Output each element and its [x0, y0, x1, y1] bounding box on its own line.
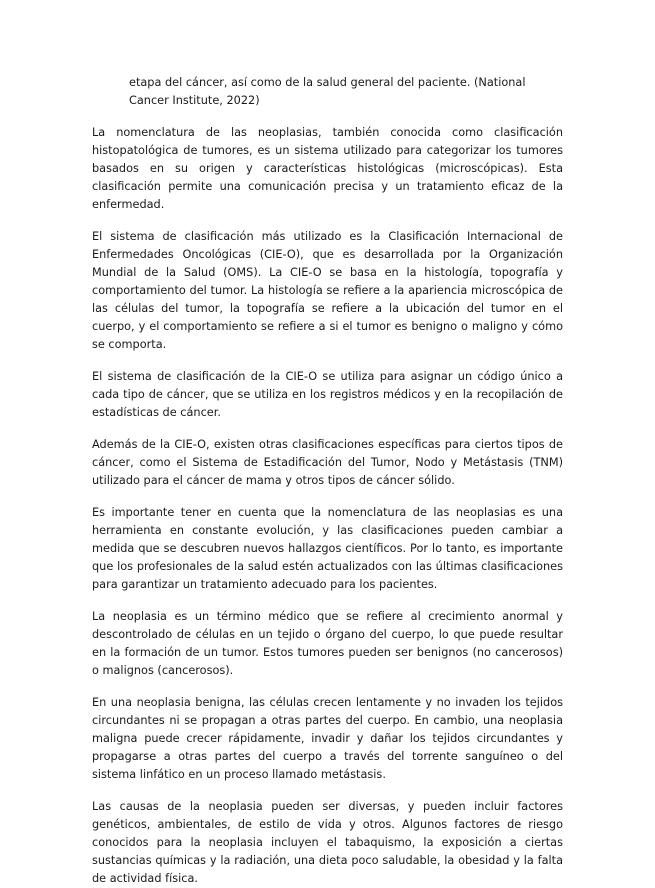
paragraph-cie-o: El sistema de clasificación más utilizado es la Clasificación Internacional de Enfermedades Oncológicas (CIE-O), que es desarrollada por la Organización Mundial de la Salud (OMS). La CIE-O se basa en la histología, topografía y comportamiento del tumor. La histología se refiere a la apariencia microscópica de las células del tumor, la topografía se refiere a la ubicación del tumor en el cuerpo, y el comportamiento se refiere a si el tumor es benigno o maligno y cómo se comporta.	[92, 230, 563, 351]
paragraph-codigo: El sistema de clasificación de la CIE-O se utiliza para asignar un código único a cada tipo de cáncer, que se utiliza en los registros médicos y en la recopilación de estadísticas de cáncer.	[92, 370, 563, 419]
paragraph-causas: Las causas de la neoplasia pueden ser diversas, y pueden incluir factores genéticos, ambientales, de estilo de vida y otros. Algunos factores de riesgo conocidos para la neoplasia incluyen el tabaquismo, la exposición a ciertas sustancias químicas y la radiación, una dieta poco saludable, la obesidad y la falta de actividad física.	[92, 800, 563, 885]
paragraph-evolucion: Es importante tener en cuenta que la nomenclatura de las neoplasias es una herramienta en constante evolución, y las clasificaciones pueden cambiar a medida que se descubren nuevos hallazgos científicos. Por lo tanto, es importante que los profesionales de la salud estén actualizados con las últimas clasificaciones para garantizar un tratamiento adecuado para los pacientes.	[92, 506, 563, 591]
paragraph-nomenclatura: La nomenclatura de las neoplasias, también conocida como clasificación histopatológica de tumores, es un sistema utilizado para categorizar los tumores basados en su origen y características histológicas (microscópicas). Esta clasificación permite una comunicación precisa y un tratamiento eficaz de la enfermedad.	[92, 126, 563, 211]
continuation-text: etapa del cáncer, así como de la salud general del paciente. (National Cancer Institute, 2022)	[129, 76, 526, 107]
paragraph-benigna-maligna: En una neoplasia benigna, las células crecen lentamente y no invaden los tejidos circundantes ni se propagan a otras partes del cuerpo. En cambio, una neoplasia maligna puede crecer rápidamente, invadir y dañar los tejidos circundantes y propagarse a otras partes del cuerpo a través del torrente sanguíneo o del sistema linfático en un proceso llamado metástasis.	[92, 696, 563, 781]
paragraph-tnm: Además de la CIE-O, existen otras clasificaciones específicas para ciertos tipos de cáncer, como el Sistema de Estadificación del Tumor, Nodo y Metástasis (TNM) utilizado para el cáncer de mama y otros tipos de cáncer sólido.	[92, 438, 563, 487]
paragraph-definicion: La neoplasia es un término médico que se refiere al crecimiento anormal y descontrolado de células en un tejido o órgano del cuerpo, lo que puede resultar en la formación de un tumor. Estos tumores pueden ser benignos (no cancerosos) o malignos (cancerosos).	[92, 610, 563, 677]
